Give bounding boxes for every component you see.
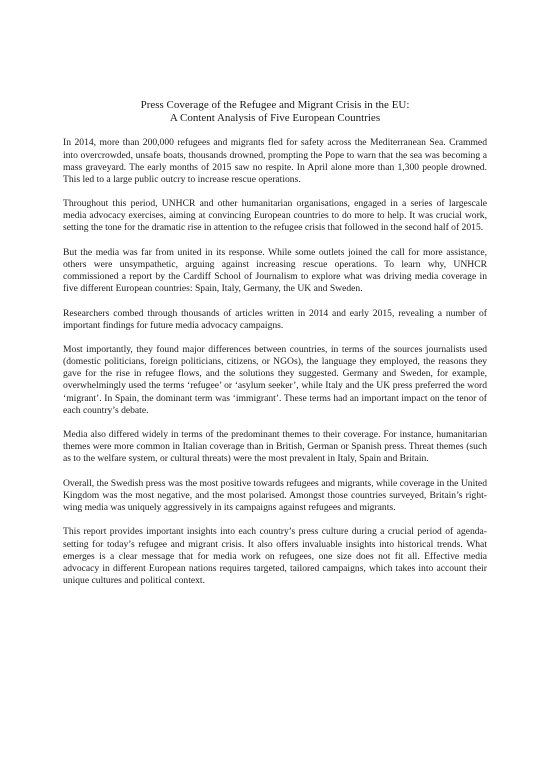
paragraph-media-response: But the media was far from united in its response. While some outlets joined the call for more assistance, others were unsympathetic, arguing against increasing rescue operations. To learn why, UNHCR commissioned a report by the Cardiff School of Journalism to explore what was driving media coverage in five different European countries: Spain, Italy, Germany, the UK and Sweden. (63, 246, 487, 295)
paragraph-research: Researchers combed through thousands of articles written in 2014 and early 2015, revealing a number of important findings for future media advocacy campaigns. (63, 307, 487, 331)
paragraph-themes: Media also differed widely in terms of the predominant themes to their coverage. For instance, humanitarian themes were more common in Italian coverage than in British, German or Spanish press. Threat themes (such as to the welfare system, or cultural threats) were the most prevalent in Italy, Spain and Britain. (63, 429, 487, 465)
paragraph-conclusion: This report provides important insights into each country’s press culture during a crucial period of agenda-setting for today’s refugee and migrant crisis. It also offers invaluable insights into historical trends. What emerges is a clear message that for media work on refugees, one size does not fit all. Effective media advocacy in different European nations requires targeted, tailored campaigns, which takes into account their unique cultures and political context. (63, 526, 487, 586)
document-body (63, 99, 487, 599)
paragraph-overall: Overall, the Swedish press was the most positive towards refugees and migrants, while coverage in the United Kingdom was the most negative, and the most polarised. Amongst those countries surveyed, Britain’s right-wing media was uniquely aggressively in its campaigns against refugees and migrants. (63, 477, 487, 513)
paragraph-intro: In 2014, more than 200,000 refugees and migrants fled for safety across the Mediterranean Sea. Crammed into overcrowded, unsafe boats, thousands drowned, prompting the Pope to warn that the sea was becoming a mass graveyard. The early months of 2015 saw no respite. In April alone more than 1,300 people drowned. This led to a large public outcry to increase rescue operations. (63, 137, 487, 185)
paragraph-advocacy: Throughout this period, UNHCR and other humanitarian organisations, engaged in a series of largescale media advocacy exercises, aiming at convincing European countries to do more to help. It was crucial work, setting the tone for the dramatic rise in attention to the refugee crisis that followed in the second half of 2015. (63, 198, 487, 234)
paragraph-differences: Most importantly, they found major differences between countries, in terms of the sources journalists used (domestic politicians, foreign politicians, citizens, or NGOs), the language they employed, the reasons they gave for the rise in refugee flows, and the solutions they suggested. Germany and Sweden, for example, overwhelmingly used the terms ‘refugee’ or ‘asylum seeker’, while Italy and the UK press preferred the word ‘migrant’. In Spain, the dominant term was ‘immigrant’. These terms had an important impact on the tenor of each country’s debate. (63, 344, 487, 416)
document-title-line-1: Press Coverage of the Refugee and Migrant Crisis in the EU: (140, 99, 410, 111)
document-title-line-2: A Content Analysis of Five European Countries (169, 112, 381, 125)
document-title (63, 99, 487, 125)
